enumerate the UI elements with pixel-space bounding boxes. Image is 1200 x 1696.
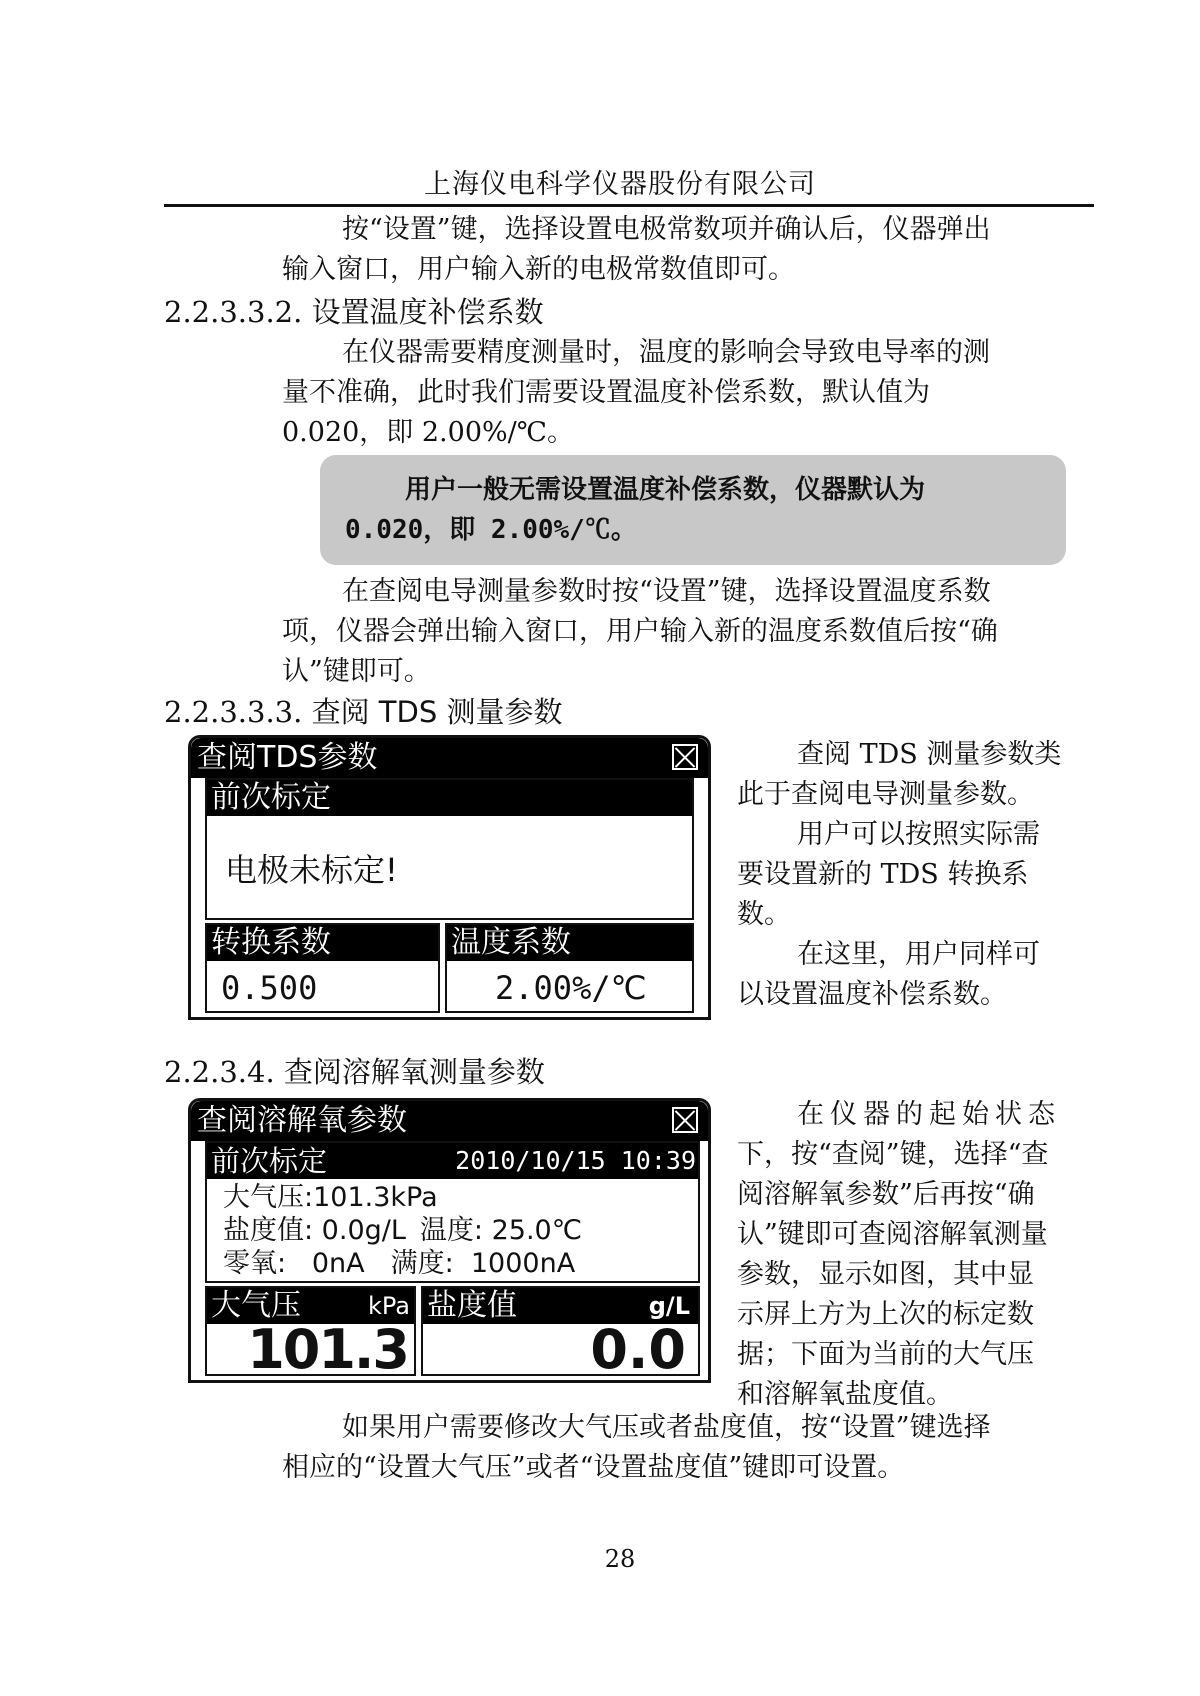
calibration-message: 电极未标定! [225, 851, 398, 889]
do-side-line: 示屏上方为上次的标定数 [737, 1299, 1034, 1330]
tds-side-line: 数。 [737, 899, 791, 930]
prev-calibration-panel [205, 778, 694, 920]
tds-side-line: 在这里，用户同样可 [797, 939, 1040, 970]
pressure-panel[interactable] [205, 1286, 416, 1381]
temp-coefficient-panel[interactable] [445, 923, 694, 1013]
section-number: 2.2.3.3.3. [164, 695, 303, 729]
conversion-factor-value: 0.500 [221, 969, 318, 1007]
temp-comp-paragraph-1 [282, 333, 1102, 453]
p2-line-3: 认”键即可。 [282, 656, 431, 687]
tds-side-line: 要设置新的 TDS 转换系 [737, 859, 1029, 890]
salinity-value: 0.0 [590, 1318, 686, 1381]
tds-side-text [737, 735, 1087, 1015]
tds-params-screen [188, 735, 711, 1020]
zero-span-row [223, 1247, 582, 1280]
section-number: 2.2.3.4. [164, 1055, 275, 1089]
span-text: 满度: 1000nA [390, 1248, 576, 1279]
foot-line-1: 如果用户需要修改大气压或者盐度值，按“设置”键选择 [342, 1412, 991, 1443]
do-side-line: 参数，显示如图，其中显 [737, 1259, 1034, 1290]
screen-title-bar [191, 738, 708, 778]
prev-calibration-bar [207, 780, 692, 816]
pressure-unit: kPa [368, 1292, 410, 1320]
foot-line-2: 相应的“设置大气压”或者“设置盐度值”键即可设置。 [282, 1452, 905, 1483]
pressure-label: 大气压 [211, 1288, 301, 1323]
prev-calibration-label: 前次标定 [211, 1144, 328, 1178]
temp-coefficient-value: 2.00%/℃ [495, 969, 647, 1007]
tds-side-line: 查阅 TDS 测量参数类 [797, 739, 1062, 770]
conversion-factor-panel[interactable] [205, 923, 440, 1013]
section-title: 查阅 TDS 测量参数 [311, 695, 563, 729]
screen-title-bar [191, 1101, 708, 1141]
intro-paragraph [282, 210, 1102, 290]
note-text [345, 470, 1045, 550]
salinity-unit: g/L [648, 1292, 690, 1320]
calibration-datetime: 2010/10/15 10:39 [455, 1146, 696, 1175]
section-title: 查阅溶解氧测量参数 [283, 1055, 545, 1089]
temperature-text: 温度: 25.0℃ [419, 1215, 583, 1246]
prev-calibration-bar [207, 1143, 698, 1179]
p2-line-2: 项，仪器会弹出输入窗口，用户输入新的温度系数值后按“确 [282, 616, 998, 647]
header-rule [164, 204, 1094, 207]
section-heading-do [164, 1050, 545, 1091]
close-icon[interactable] [672, 1107, 698, 1133]
pressure-row: 大气压:101.3kPa [223, 1182, 438, 1213]
close-icon[interactable] [672, 744, 698, 770]
conversion-factor-label: 转换系数 [211, 925, 331, 960]
intro-line-2: 输入窗口，用户输入新的电极常数值即可。 [282, 254, 795, 285]
section-heading-temp-comp [164, 290, 544, 331]
p1-line-3: 0.020，即 2.00%/℃。 [282, 417, 574, 448]
do-side-line: 在仪器的起始状态 [797, 1099, 1061, 1130]
salinity-label: 盐度值 [427, 1288, 517, 1323]
do-footer-paragraph [282, 1408, 1102, 1488]
zero-oxygen-text: 零氧: 0nA [223, 1248, 365, 1279]
do-side-line: 据；下面为当前的大气压 [737, 1339, 1034, 1370]
intro-line-1: 按“设置”键，选择设置电极常数项并确认后，仪器弹出 [342, 214, 991, 245]
do-side-line: 下，按“查阅”键，选择“查 [737, 1139, 1049, 1170]
do-side-text [737, 1095, 1097, 1415]
salinity-panel[interactable] [421, 1286, 700, 1381]
section-title: 设置温度补偿系数 [311, 295, 544, 329]
pressure-value: 101.3 [247, 1318, 408, 1381]
do-side-line: 认”键即可查阅溶解氧测量 [737, 1219, 1048, 1250]
conversion-factor-bar [207, 925, 438, 961]
do-side-line: 阅溶解氧参数”后再按“确 [737, 1179, 1035, 1210]
screen-title: 查阅TDS参数 [197, 740, 378, 775]
p1-line-2: 量不准确，此时我们需要设置温度补偿系数，默认值为 [282, 377, 930, 408]
temp-coefficient-bar [447, 925, 692, 961]
page-number: 28 [604, 1545, 636, 1573]
salinity-text: 盐度值: 0.0g/L [223, 1215, 406, 1246]
temp-coefficient-label: 温度系数 [451, 925, 571, 960]
section-number: 2.2.3.3.2. [164, 295, 303, 329]
calibration-details [223, 1181, 582, 1280]
prev-calibration-label: 前次标定 [211, 780, 331, 815]
salinity-temp-row [223, 1214, 582, 1247]
do-side-line: 和溶解氧盐度值。 [737, 1379, 953, 1410]
screen-title: 查阅溶解氧参数 [197, 1103, 407, 1138]
p2-line-1: 在查阅电导测量参数时按“设置”键，选择设置温度系数 [342, 576, 991, 607]
note-line-2: 0.020，即 2.00%/℃。 [345, 515, 637, 545]
do-params-screen [188, 1098, 711, 1383]
section-heading-tds [164, 690, 562, 731]
temp-comp-paragraph-2 [282, 572, 1102, 692]
page-header: 上海仪电科学仪器股份有限公司 [424, 169, 816, 200]
tds-side-line: 用户可以按照实际需 [797, 819, 1040, 850]
note-line-1: 用户一般无需设置温度补偿系数，仪器默认为 [405, 475, 926, 505]
prev-calibration-panel [205, 1141, 700, 1283]
p1-line-1: 在仪器需要精度测量时，温度的影响会导致电导率的测 [342, 337, 990, 368]
tds-side-line: 此于查阅电导测量参数。 [737, 779, 1034, 810]
tds-side-line: 以设置温度补偿系数。 [737, 979, 1007, 1010]
